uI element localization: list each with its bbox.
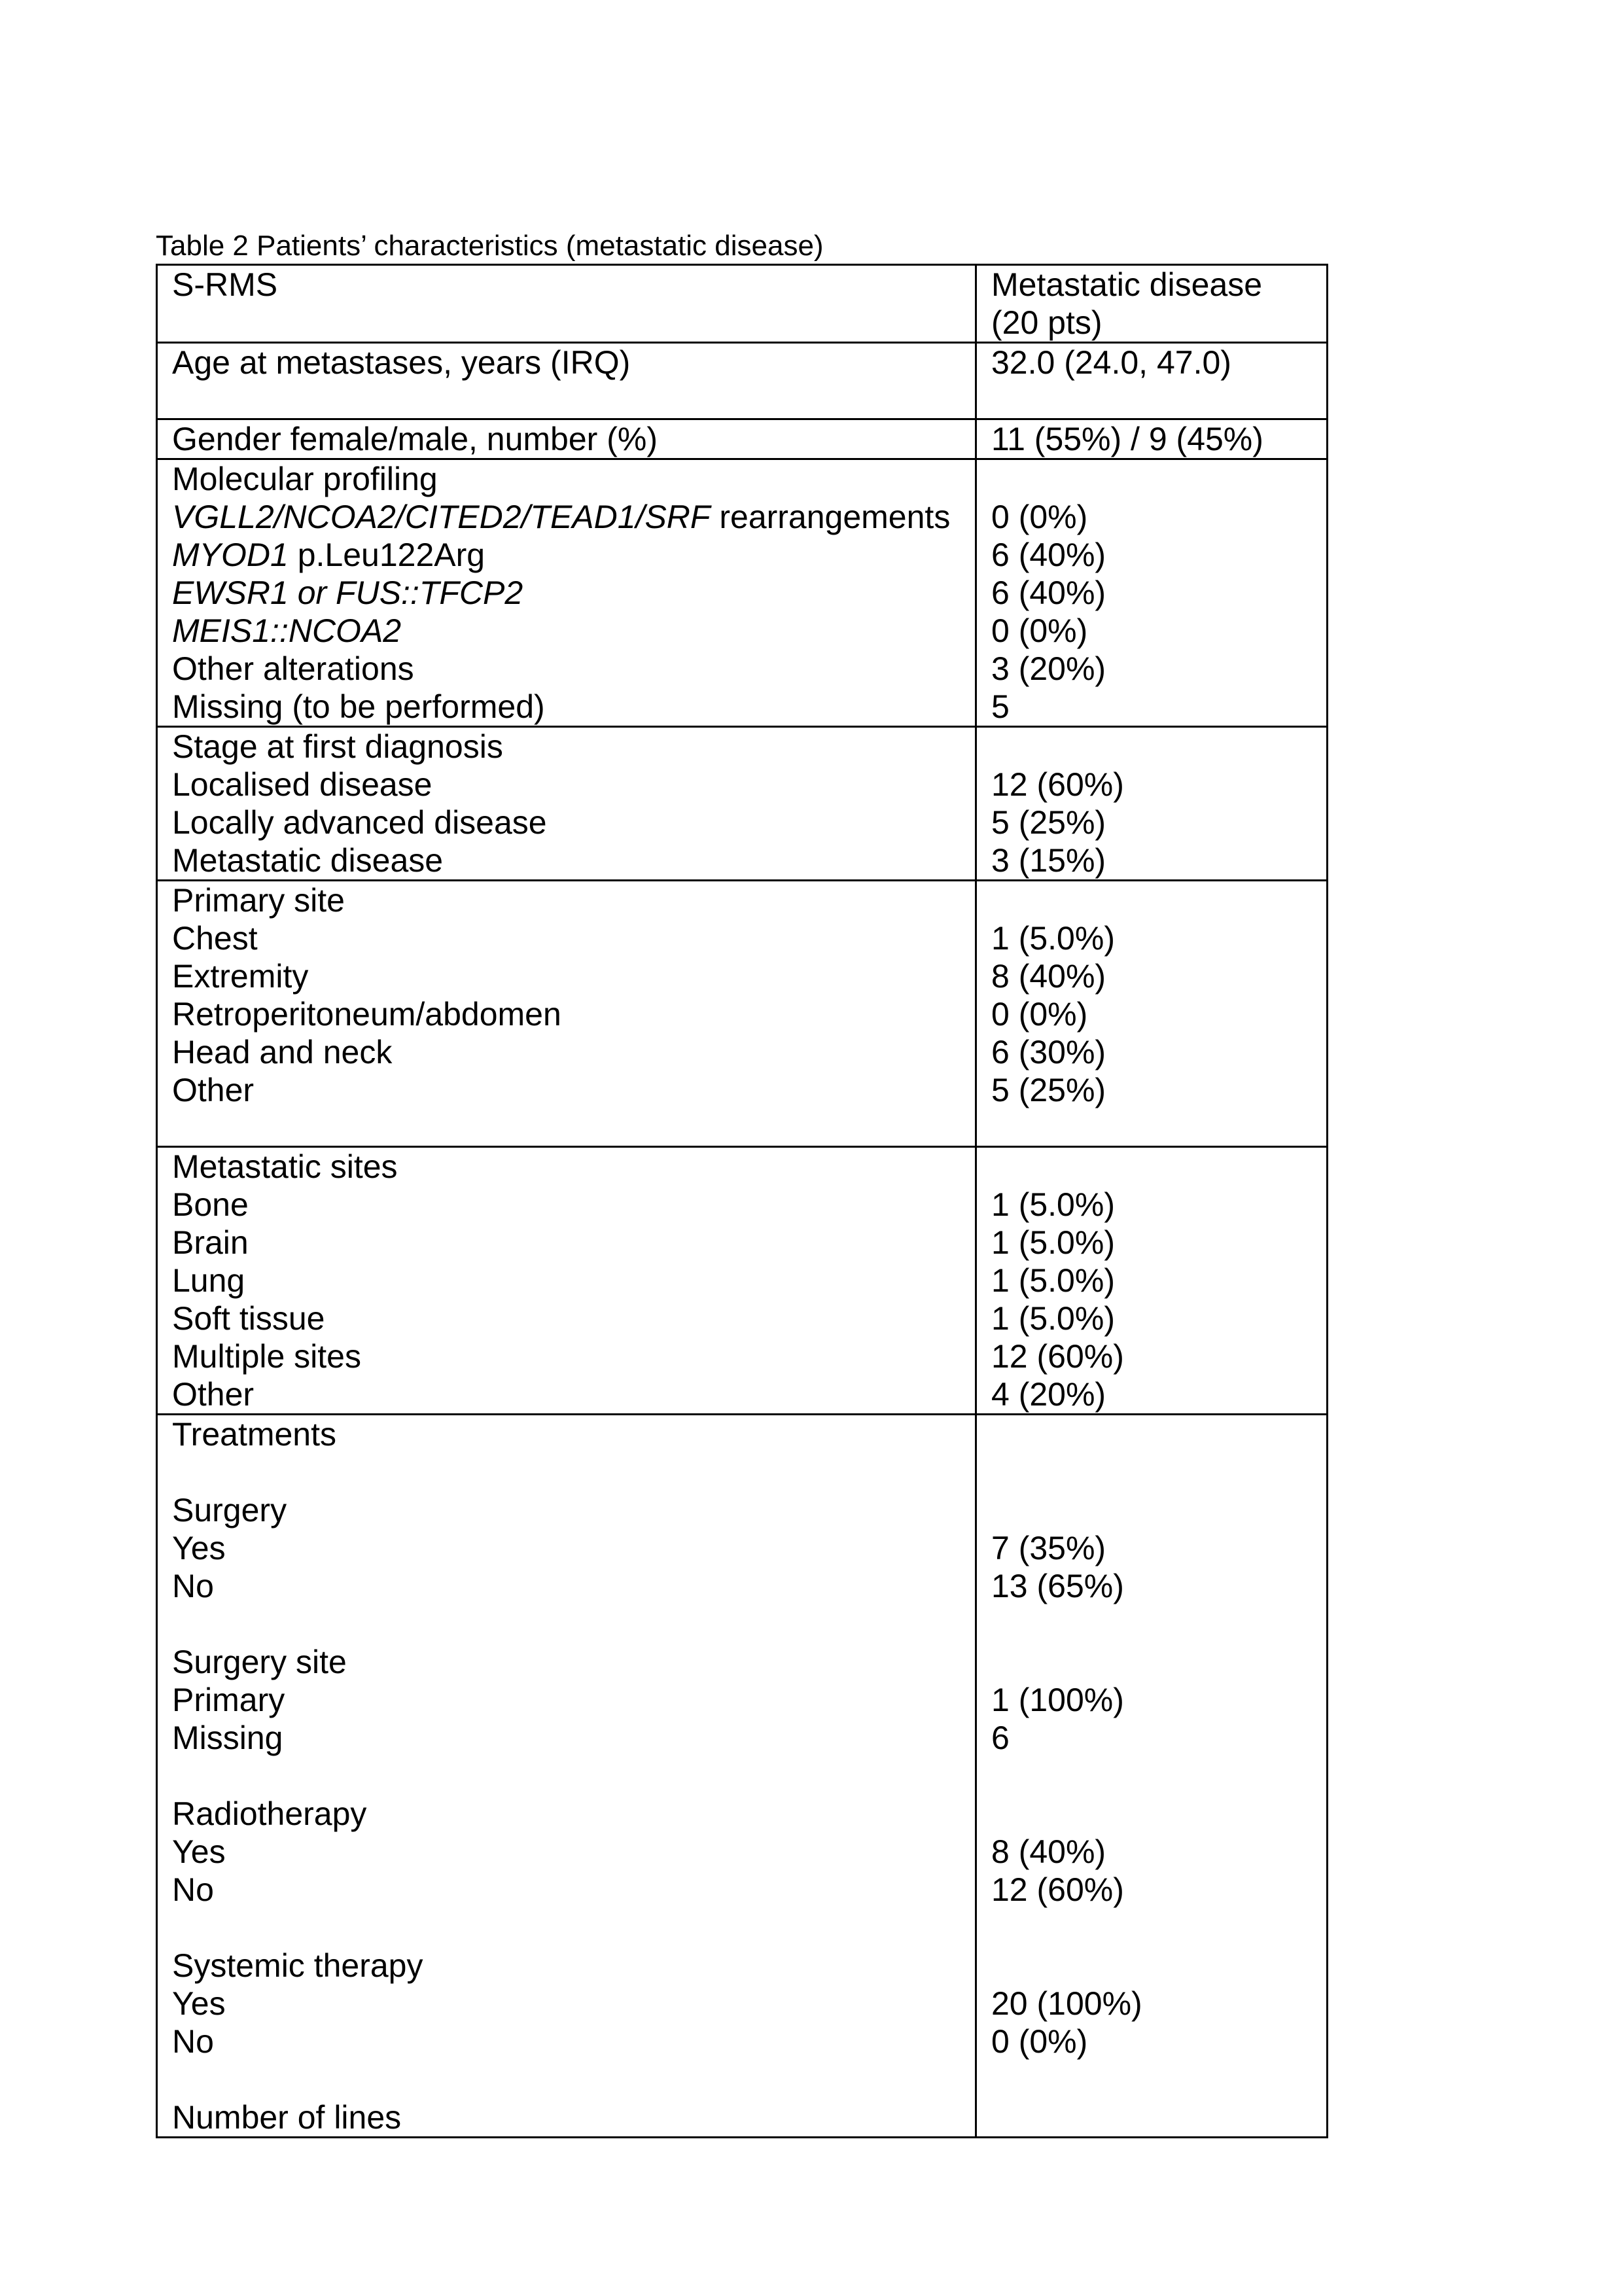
label-line [172,919,975,957]
label-line [172,1337,975,1375]
label-line [172,1719,975,1757]
value-line: 6 (30%) [991,1034,1106,1070]
value-line [991,1415,1326,1453]
label-line [172,612,975,650]
label-line [172,1491,975,1529]
label-line [172,881,975,919]
table-row [157,1147,1328,1415]
label-text: Brain [172,1224,249,1261]
value-line: 7 (35%) [991,1530,1106,1566]
table-row [157,881,1328,1147]
table-row [157,459,1328,727]
label-text: Age at metastases, years (IRQ) [172,344,631,381]
label-line [172,957,975,995]
row-label-cell [157,459,976,727]
value-line [991,1491,1326,1529]
label-text: Localised disease [172,766,432,803]
patients-characteristics-table [156,264,1328,2138]
row-value-cell [976,459,1328,727]
value-line [991,1947,1326,1985]
value-line: 1 (5.0%) [991,920,1115,957]
value-line: 0 (0%) [991,499,1088,535]
row-label-cell [157,419,976,459]
label-line [172,1224,975,1262]
value-line: 0 (0%) [991,612,1088,649]
value-line [991,1453,1326,1491]
label-text: Chest [172,920,258,957]
label-text: Yes [172,1530,226,1566]
label-text: Head and neck [172,1034,393,1070]
row-value-cell [976,265,1328,343]
value-line [991,1605,1326,1643]
value-line: 1 (5.0%) [991,1186,1115,1223]
label-line [172,1985,975,2022]
table-row [157,343,1328,419]
label-line [172,1643,975,1681]
label-text: No [172,1871,214,1908]
value-line: 20 (100%) [991,1985,1142,2022]
row-value-cell [976,1415,1328,2138]
row-label-cell [157,343,976,419]
label-text: Bone [172,1186,249,1223]
label-line [172,1415,975,1453]
gene-name: VGLL2/NCOA2/CITED2/TEAD1/SRF [172,499,711,535]
label-text: Other [172,1072,255,1108]
label-line [172,2098,975,2136]
value-line: 12 (60%) [991,1871,1124,1908]
value-line: 6 (40%) [991,537,1106,573]
label-text: Locally advanced disease [172,804,547,841]
label-line [172,1681,975,1719]
row-value-cell [976,1147,1328,1415]
row-label-cell [157,265,976,343]
label-line [172,2060,975,2098]
value-line: 1 (5.0%) [991,1224,1115,1261]
value-line: 1 (5.0%) [991,1300,1115,1337]
row-label-cell [157,1415,976,2138]
label-line [172,536,975,574]
label-text: Molecular profiling [172,461,438,497]
table-row [157,1415,1328,2138]
value-line: 8 (40%) [991,1833,1106,1870]
value-line: 12 (60%) [991,1338,1124,1375]
label-text: Soft tissue [172,1300,325,1337]
label-line [172,804,975,841]
label-line [172,841,975,879]
table-row [157,419,1328,459]
value-line [991,1643,1326,1681]
value-line [991,2098,1326,2136]
label-line [172,1148,975,1186]
label-line [172,1071,975,1109]
value-line: 1 (100%) [991,1682,1124,1718]
label-text: Surgery [172,1492,287,1528]
row-label-cell [157,881,976,1147]
value-line: 8 (40%) [991,958,1106,995]
label-line [172,1605,975,1643]
label-text: Yes [172,1985,226,2022]
label-line [172,1453,975,1491]
row-value-cell [976,727,1328,881]
label-text: p.Leu122Arg [288,537,485,573]
gene-name: MEIS1::NCOA2 [172,612,402,649]
label-text: Metastatic disease [172,842,444,879]
value-line: 0 (0%) [991,2023,1088,2060]
label-line [172,2022,975,2060]
table-caption: Table 2 Patients’ characteristics (metastatic disease) [156,230,824,262]
row-value-cell [976,343,1328,419]
value-line [991,460,1326,498]
value-line: Metastatic disease [991,266,1263,303]
row-value-cell [976,881,1328,1147]
label-line [172,1375,975,1413]
value-line: 4 (20%) [991,1376,1106,1413]
value-line: (20 pts) [991,304,1102,341]
label-text: Yes [172,1833,226,1870]
value-line: 32.0 (24.0, 47.0) [991,344,1231,381]
value-line [991,1795,1326,1833]
label-line [172,420,975,458]
label-line [172,574,975,612]
label-text: Multiple sites [172,1338,361,1375]
value-line [991,1148,1326,1186]
label-text: S-RMS [172,266,278,303]
label-text: Systemic therapy [172,1947,423,1984]
value-line: 5 [991,688,1010,725]
label-line [172,266,975,304]
value-line [991,881,1326,919]
gene-name: EWSR1 or FUS::TFCP2 [172,574,523,611]
label-text: Missing (to be performed) [172,688,545,725]
label-text: Lung [172,1262,245,1299]
label-line [172,1567,975,1605]
label-line [172,460,975,498]
label-line [172,1033,975,1071]
label-line [172,766,975,804]
value-line [991,2060,1326,2098]
label-line [172,344,975,381]
label-text: Primary site [172,882,345,919]
label-text: Extremity [172,958,309,995]
label-line [172,1909,975,1947]
value-line: 12 (60%) [991,766,1124,803]
label-text: No [172,2023,214,2060]
label-text: Other alterations [172,650,414,687]
value-line: 3 (15%) [991,842,1106,879]
label-text: Missing [172,1720,283,1756]
value-line: 0 (0%) [991,996,1088,1033]
label-line [172,1262,975,1299]
label-line [172,498,975,536]
label-line [172,1833,975,1871]
row-label-cell [157,1147,976,1415]
label-text: Stage at first diagnosis [172,728,503,765]
label-text: Treatments [172,1416,337,1453]
value-line: 11 (55%) / 9 (45%) [991,421,1263,457]
row-label-cell [157,727,976,881]
label-text: Retroperitoneum/abdomen [172,996,561,1033]
label-text: Radiotherapy [172,1795,367,1832]
label-line [172,1795,975,1833]
label-line [172,1186,975,1224]
table-body [157,265,1328,2138]
label-line [172,1299,975,1337]
value-line: 6 (40%) [991,574,1106,611]
label-line [172,1947,975,1985]
label-text: Surgery site [172,1644,347,1680]
label-text: Gender female/male, number (%) [172,421,658,457]
label-line [172,1757,975,1795]
label-line [172,1529,975,1567]
table-row [157,727,1328,881]
label-line [172,1871,975,1909]
value-line: 6 [991,1720,1010,1756]
value-line [991,1909,1326,1947]
label-line [172,995,975,1033]
gene-name: MYOD1 [172,537,289,573]
value-line: 5 (25%) [991,1072,1106,1108]
value-line: 3 (20%) [991,650,1106,687]
label-text: Metastatic sites [172,1148,398,1185]
value-line: 5 (25%) [991,804,1106,841]
label-text: Primary [172,1682,285,1718]
value-line [991,728,1326,766]
value-line [991,1757,1326,1795]
label-text: rearrangements [710,499,951,535]
label-text: Number of lines [172,2099,402,2136]
label-line [172,688,975,726]
value-line: 13 (65%) [991,1568,1124,1604]
table-row [157,265,1328,343]
row-value-cell [976,419,1328,459]
label-text: No [172,1568,214,1604]
label-text: Other [172,1376,255,1413]
label-line [172,650,975,688]
value-line: 1 (5.0%) [991,1262,1115,1299]
label-line [172,728,975,766]
